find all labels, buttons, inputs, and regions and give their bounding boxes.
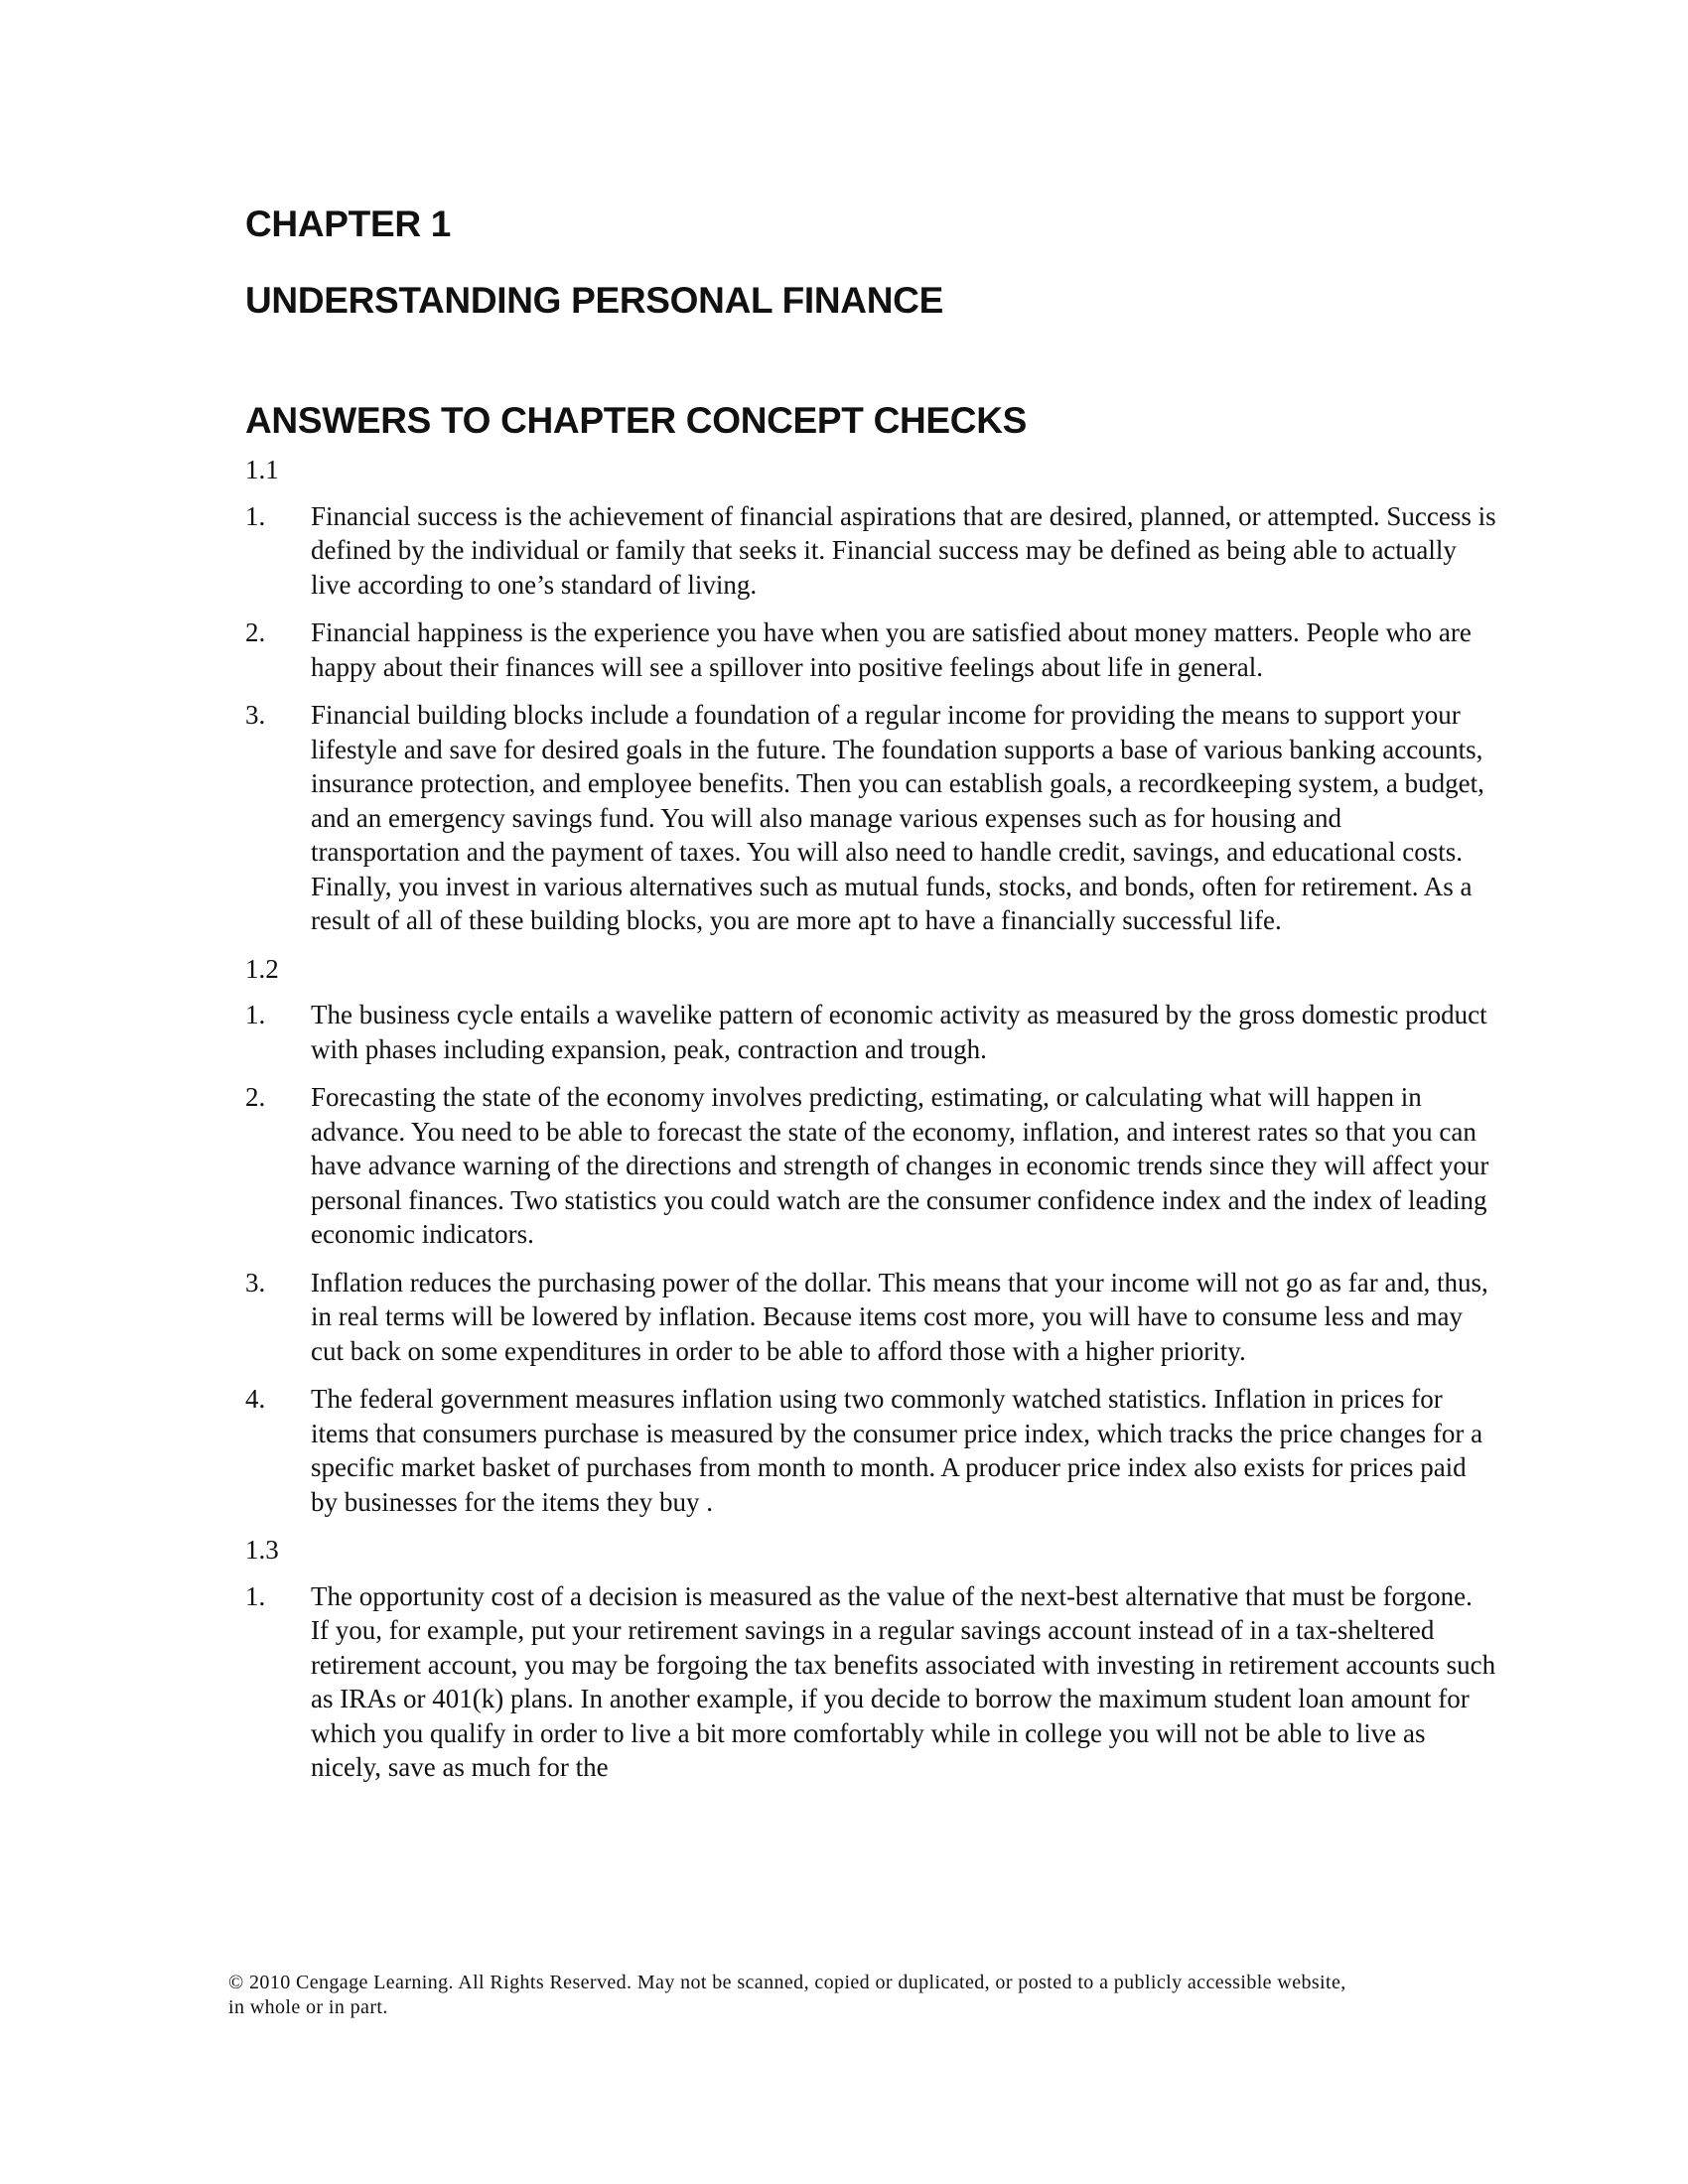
copyright-footer (228, 1971, 1519, 2020)
answer-number: 1. (245, 1580, 266, 1611)
answer-item (245, 615, 1496, 684)
answer-number: 3. (245, 1267, 266, 1297)
answers-body (245, 453, 1496, 1799)
answer-text: Financial building blocks include a foundation of a regular income for providing the means to support your lifestyle and save for desired goals in the future. The foundation supports a base of various banking accounts, insurance protection, and employee benefits. Then you can establish goals, a recordkeeping system, a budget, and an emergency savings fund. You will also manage various expenses such as for housing and transportation and the payment of taxes. You will also need to handle credit, savings, and educational costs. Finally, you invest in various alternatives such as mutual funds, stocks, and bonds, often for retirement. As a result of all of these building blocks, you are more apt to have a financially successful life. (311, 700, 1484, 935)
answer-item (245, 499, 1496, 603)
answer-number: 2. (245, 617, 266, 647)
section-label-1-2: 1.2 (245, 953, 279, 984)
copyright-line-2: in whole or in part. (228, 1996, 388, 2018)
answer-number: 1. (245, 1000, 266, 1029)
answer-number: 1. (245, 500, 266, 531)
chapter-number-heading: CHAPTER 1 (245, 204, 451, 244)
answer-number: 4. (245, 1384, 266, 1414)
copyright-line-1: © 2010 Cengage Learning. All Rights Reserved. May not be scanned, copied or duplicated, or posted to a publicly accessible website, (228, 1972, 1346, 1993)
answer-item (245, 1382, 1496, 1519)
answer-text: The opportunity cost of a decision is measured as the value of the next-best alternative that must be forgone. If you, for example, put your retirement savings in a regular savings account instead of in a tax-sheltered retirement account, you may be forgoing the tax benefits associated with investing in retirement accounts such as IRAs or 401(k) plans. In another example, if you decide to borrow the maximum student loan amount for which you qualify in order to live a bit more comfortably while in college you will not be able to live as nicely, save as much for the (311, 1580, 1496, 1782)
answer-text: Inflation reduces the purchasing power of the dollar. This means that your income will not go as far and, thus, in real terms will be lowered by inflation. Because items cost more, you will have to consume less and may cut back on some expenditures in order to be able to afford those with a higher priority. (311, 1267, 1488, 1366)
chapter-title-heading: UNDERSTANDING PERSONAL FINANCE (245, 280, 943, 321)
answer-item (245, 998, 1496, 1066)
answer-item (245, 1579, 1496, 1785)
answer-text: Forecasting the state of the economy involves predicting, estimating, or calculating what will happen in advance. You need to be able to forecast the state of the economy, inflation, and interest rates so that you can have advance warning of the directions and strength of changes in economic trends since they will affect your personal finances. Two statistics you could watch are the consumer confidence index and the index of leading economic indicators. (311, 1082, 1489, 1249)
answer-item (245, 1266, 1496, 1369)
answer-list-1-3 (245, 1579, 1496, 1785)
answers-section-heading: ANSWERS TO CHAPTER CONCEPT CHECKS (245, 400, 1028, 441)
answer-text: The federal government measures inflation using two commonly watched statistics. Inflation in prices for items that consumers purchase is measured by the consumer price index, which tracks the price changes for a specific market basket of purchases from month to month. A producer price index also exists for prices paid by businesses for the items they buy . (311, 1384, 1483, 1517)
answer-text: The business cycle entails a wavelike pattern of economic activity as measured by the gross domestic product with phases including expansion, peak, contraction and trough. (311, 1000, 1487, 1064)
answer-text: Financial happiness is the experience you have when you are satisfied about money matters. People who are happy about their finances will see a spillover into positive feelings about life in general. (311, 617, 1472, 682)
answer-text: Financial success is the achievement of financial aspirations that are desired, planned, or attempted. Success is defined by the individual or family that seeks it. Financial success may be defined as being able to actually live according to one’s standard of living. (311, 500, 1496, 600)
answer-list-1-2 (245, 998, 1496, 1519)
answer-number: 2. (245, 1082, 266, 1112)
section-label-1-3: 1.3 (245, 1535, 279, 1565)
section-label-1-1: 1.1 (245, 455, 279, 484)
answer-list-1-1 (245, 499, 1496, 938)
answer-item (245, 1080, 1496, 1252)
answer-item (245, 698, 1496, 938)
answer-number: 3. (245, 700, 266, 730)
